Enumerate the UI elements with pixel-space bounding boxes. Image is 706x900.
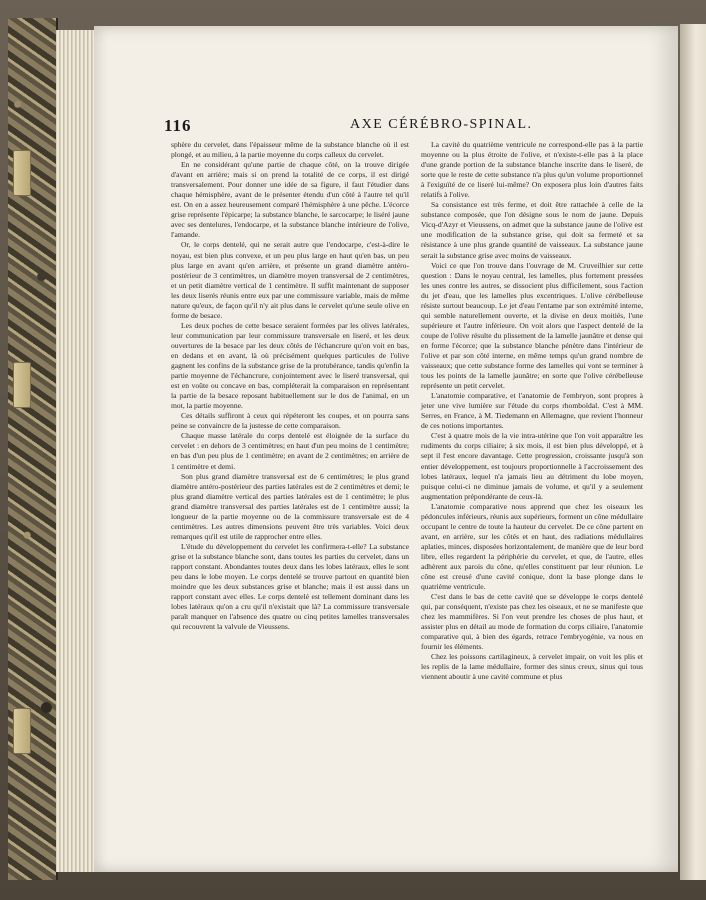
paragraph: En ne considérant qu'une partie de chaque côté, on la trouve dirigée d'avant en arrière; mais si on prend la totalité de ce corps, il est dirigé transversalement. Pour donner une idée de sa figure, il faut l'étudier dans chaque hémisphère, avant de le présenter étendu d'un côté à l'autre tel qu'il est. On en a assez heureusement comparé l'hémisphère à une pêche. L'écorce grise représente l'épicarpe; la substance blanche, le sarcocarpe; le liséré jaune avec ses dentelures, l'endocarpe, et la substance blanche intérieure de l'olive, l'amande. — [171, 160, 409, 240]
page-header — [140, 116, 640, 138]
right-column — [421, 140, 643, 683]
paragraph: L'anatomie comparative nous apprend que chez les oiseaux les pédoncules inférieurs, réunis aux supérieurs, forment un cône médullaire occupant le centre de toute la hauteur du cervelet. De ce cône partent en avant, en arrière, sur les côtés et en haut, des radiations médullaires aplaties, minces, disposées horizontalement, de manière que de leur bord libre, elles regardent la périphérie du cervelet, et que, de l'autre, elles adhèrent aux parois du cône, qu'elles constituent par leur réunion. Le cône est creusé d'une cavité conique, dont la base plonge dans le quatrième ventricule. — [421, 501, 643, 592]
paragraph: Sa consistance est très ferme, et doit être rattachée à celle de la substance composée, que l'on désigne sous le nom de jaune. Depuis Vicq-d'Azyr et Vieussens, on admet que la substance jaune de l'olive est une modification de la substance grise, qui doit sa fermeté et sa résistance à une plus grande quantité de vaisseaux. La substance jaune serait la substance grise avec moins de vaisseaux. — [421, 200, 643, 260]
paragraph: C'est à quatre mois de la vie intra-utérine que l'on voit apparaître les rudiments du corps ciliaire; à six mois, il est bien plus développé, et à sept il l'est encore davantage. Cette progression, croissante jusqu'à son entier développement, est toujours proportionnelle à l'accroissement des lobes latéraux, lequel n'a jamais lieu au détriment du lobe moyen, puisque celui-ci ne diminue jamais de volume, et qu'il y a seulement augmentation prépondérante de ceux-là. — [421, 431, 643, 501]
binding-tab-middle — [13, 362, 31, 408]
paragraph: Chez les poissons cartilagineux, à cervelet impair, on voit les plis et les replis de la lame médullaire, former des sinus creux, sinus qui tous viennent aboutir à une cavité commune et plus — [421, 652, 643, 682]
running-title: AXE CÉRÉBRO-SPINAL. — [350, 117, 533, 132]
paragraph: Or, le corps dentelé, qui ne serait autre que l'endocarpe, c'est-à-dire le noyau, est bien plus convexe, et un peu plus large en haut qu'en bas, un peu plus large en avant qu'en arrière, et présente un grand diamètre antéro-postérieur de 3 centimètres, un diamètre moyen transversal de 2 centimètres, et un petit diamètre vertical de 1 centimètre. Il suffit maintenant de supposer les deux liserés réunis entre eux par une commissure variable, mais de même nature qu'eux, de façon qu'il n'y ait plus dans le cervelet qu'une seule olive en forme de besace. — [171, 240, 409, 320]
paragraph: Son plus grand diamètre transversal est de 6 centimètres; le plus grand diamètre antéro-postérieur des parties latérales est de 2 centimètres et demi; le plus grand diamètre vertical des parties latérales est de 1 centimètre; le plus grand diamètre transversal des parties latérales est de 1 centimètre aussi; la longueur de la partie moyenne ou de la commissure transversale est de 4 centimètres. Les autres dimensions peuvent être très variables. Voici deux remarques qu'il est utile de rapprocher entre elles. — [171, 471, 409, 541]
paragraph: La cavité du quatrième ventricule ne correspond-elle pas à la partie moyenne ou la plus étroite de l'olive, et n'existe-t-elle pas à la place d'une grande portion de la substance blanche inscrite dans le liseré, de sorte que le reste de cette substance n'a plus qu'un volume proportionnel à l'exiguïté de ce liseré lui-même? On exposera plus loin d'autres faits relatifs à l'olive. — [421, 140, 643, 200]
facing-page-edge — [680, 24, 706, 880]
page-edges — [56, 30, 96, 872]
paragraph: sphère du cervelet, dans l'épaisseur même de la substance blanche où il est plongé, et au milieu, à la partie moyenne du corps calleux du cervelet. — [171, 140, 409, 160]
page-number: 116 — [164, 116, 192, 135]
paragraph: Voici ce que l'on trouve dans l'ouvrage de M. Cruveilhier sur cette question : Dans le noyau central, les lamelles, plus fortement pressées les unes contre les autres, se dissocient plus difficilement, sous l'action du jet d'eau, que les lamelles plus excentriques. L'olive cérébelleuse résiste surtout beaucoup. Le jet d'eau l'entame par son extrémité interne, qui semble naturellement ouverte, et la divise en deux moitiés, l'une supérieure et l'autre inférieure. On voit alors que l'aspect dentelé de la coupe de l'olive résulte du plissement de la lamelle jaunâtre et dense qui en forme l'écorce; que la substance blanche pénètre dans l'intérieur de l'olive et par son côté interne, en même temps qu'un grand nombre de vaisseaux; que cette substance forme des lamelles qui vont se terminer à tous les points de la lamelle jaunâtre; en sorte que l'olive cérébelleuse représente un petit cervelet. — [421, 260, 643, 391]
paragraph: Ces détails suffiront à ceux qui répéteront les coupes, et on pourra sans peine se convaincre de la justesse de cette comparaison. — [171, 411, 409, 431]
paragraph: L'anatomie comparative, et l'anatomie de l'embryon, sont propres à jeter une vive lumière sur l'étude du corps rhomboïdal. C'est à MM. Serres, en France, à M. Tiedemann en Allemagne, que revient l'honneur de ces notions importantes. — [421, 391, 643, 431]
left-column — [171, 140, 409, 632]
binding-tab-bottom — [13, 708, 31, 754]
paragraph: Les deux poches de cette besace seraient formées par les olives latérales, leur communication par leur commissure transversale en liseré, et les deux ouvertures de la besace par les deux côtés de l'échancrure qu'on voit en bas, en dedans et en avant, là où précisément quelques particules de l'olive gagnent les confins de la substance grise de la protubérance, tandis qu'enfin la partie moyenne de l'échancrure, conjointement avec le liseré transversal, qui est en voûte ou concave en bas, compléterait la comparaison en représentant la partie de la besace reposant habituellement sur le dos de l'animal, en un mot, la partie moyenne. — [171, 320, 409, 411]
paragraph: L'étude du développement du cervelet les confirmera-t-elle? La substance grise et la substance blanche sont, dans toutes les parties du cervelet, dans un rapport constant. Abondantes toutes deux dans les lobes latéraux, elles le sont peu dans le lobe moyen. Le corps dentelé se trouve partout en quantité bien moindre que les deux substances grise et blanche; mais il est aussi dans un rapport constant avec elles. Le corps dentelé est tellement dominant dans les lobes latéraux qu'on a cru qu'il n'existait que là? La commissure transversale paraît manquer en l'absence des quatre ou cinq petites lamelles transversales qui recouvrent la valvule de Vieussens. — [171, 541, 409, 632]
binding-tab-top — [13, 150, 31, 196]
paragraph: Chaque masse latérale du corps dentelé est éloignée de la surface du cervelet : en dehors de 3 centimètres; en haut d'un peu moins de 1 centimètre; en bas d'un peu plus de 1 centimètre; en avant de 2 centimètres; en arrière de 1 centimètre et demi. — [171, 431, 409, 471]
paragraph: C'est dans le bas de cette cavité que se développe le corps dentelé qui, par conséquent, n'existe pas chez les oiseaux, et ne se manifeste que chez les mammifères. Si l'on veut prendre les choses de plus haut, et assister plus en détail au mode de formation du corps ciliaire, l'anatomie comparative qui, à bien des égards, retrace l'embryogénie, va nous en fournir les éléments. — [421, 592, 643, 652]
